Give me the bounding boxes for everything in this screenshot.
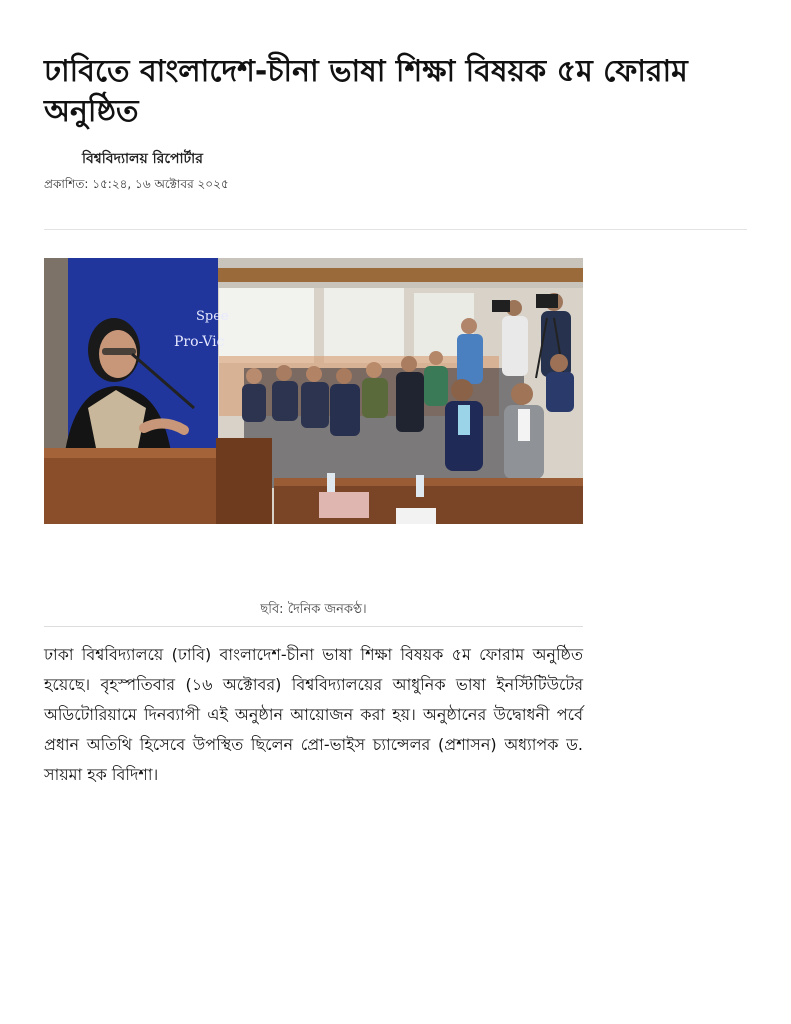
banner-text-2: Pro-Vic xyxy=(174,334,225,350)
caption-divider xyxy=(44,626,583,627)
photo-caption: ছবি: দৈনিক জনকণ্ঠ। xyxy=(260,602,367,617)
published-timestamp: প্রকাশিত: ১৫:২৪, ১৬ অক্টোবর ২০২৫ xyxy=(44,177,229,191)
article-photo[interactable] xyxy=(44,258,583,524)
article-headline: ঢাবিতে বাংলাদেশ-চীনা ভাষা শিক্ষা বিষয়ক ৫ম ফোরাম অনুষ্ঠিত xyxy=(44,54,688,129)
author-name[interactable]: বিশ্ববিদ্যালয় রিপোর্টার xyxy=(82,151,203,167)
photo-illustration xyxy=(44,258,583,524)
header-divider xyxy=(44,229,747,230)
banner-text-1: Spee xyxy=(196,309,229,324)
article-body: ঢাকা বিশ্ববিদ্যালয়ে (ঢাবি) বাংলাদেশ-চীনা ভাষা শিক্ষা বিষয়ক ৫ম ফোরাম অনুষ্ঠিত হয়েছে। বৃহস্পতিবার (১৬ অক্টোবর) বিশ্ববিদ্যালয়ের আধুনিক ভাষা ইনস্টিটিউটের অডিটোরিয়ামে দিনব্যাপী এই অনুষ্ঠান আয়োজন করা হয়। অনুষ্ঠানের উদ্বোধনী পর্বে প্রধান অতিথি হিসেবে উপস্থিত ছিলেন প্রো-ভাইস চ্যান্সেলর (প্রশাসন) অধ্যাপক ড. সায়মা হক বিদিশা। xyxy=(44,645,583,784)
